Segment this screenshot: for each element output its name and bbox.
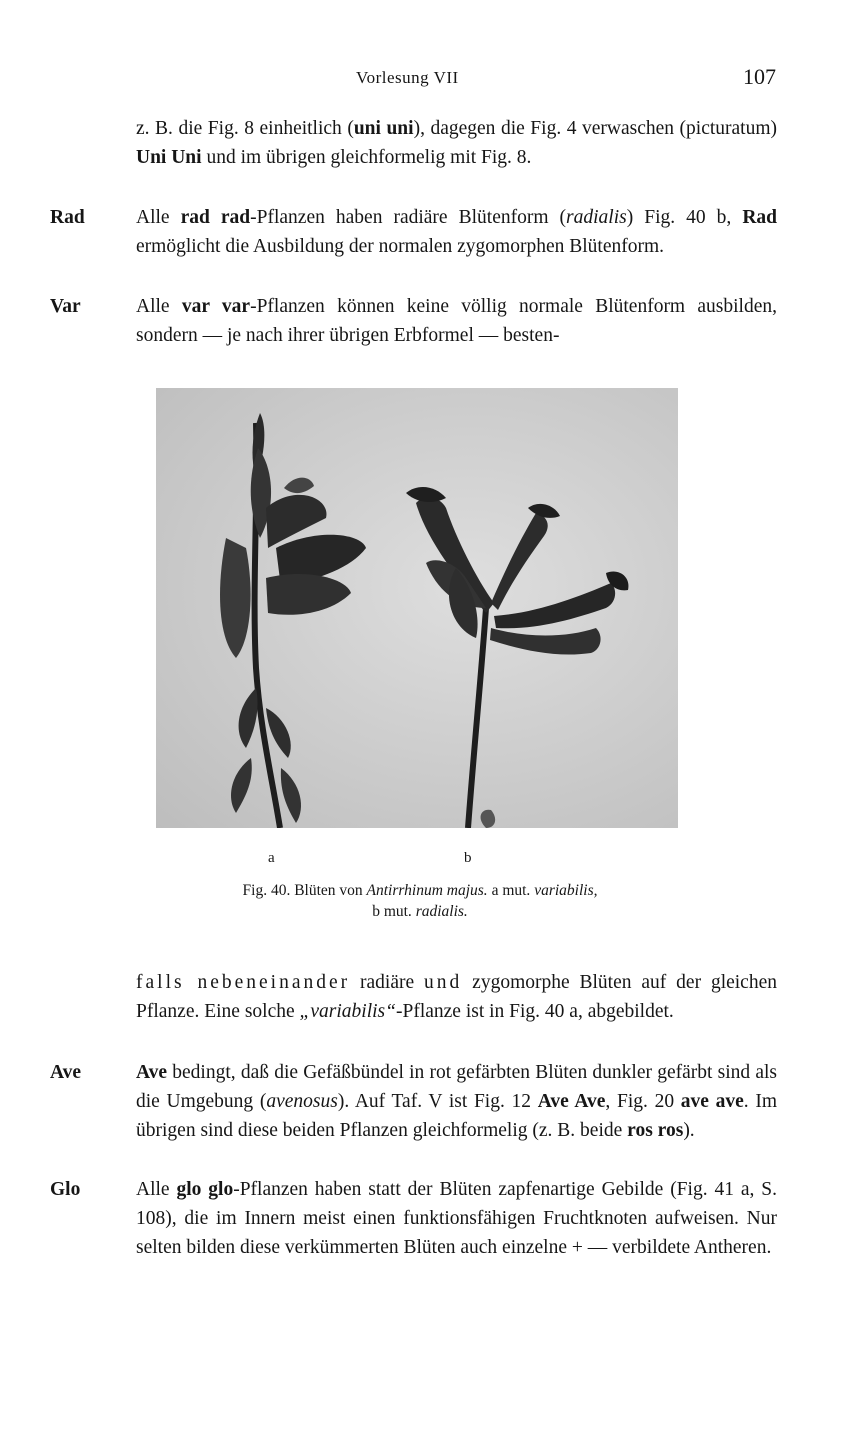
caption-mutant-b: radialis. <box>415 903 468 920</box>
antirrhinum-photo-illustration <box>156 388 678 828</box>
genotype-var-var: var var <box>181 296 251 317</box>
paragraph-uni: z. B. die Fig. 8 einheitlich (uni uni), dagegen die Fig. 4 verwaschen (picturatum) Uni Uni und im übrigen gleichformelig mit Fig. 8. <box>136 118 778 168</box>
page-header <box>130 64 780 94</box>
genotype-ave-ave: ave ave <box>680 1091 744 1112</box>
figure-label-b: b <box>464 850 472 866</box>
genotype-Uni-Uni: Uni Uni <box>136 147 202 168</box>
margin-key-var: Var <box>50 296 81 317</box>
margin-key-ave: Ave <box>50 1062 82 1083</box>
term-avenosus: avenosus <box>266 1091 338 1112</box>
genotype-Ave-Ave: Ave Ave <box>537 1091 606 1112</box>
term-variabilis: „variabilis“ <box>299 1001 396 1022</box>
paragraph-glo: Alle glo glo-Pflanzen haben statt der Blüten zapfenartige Gebilde (Fig. 41 a, S. 108), die im Innern meist einen funktionsfähigen Fruchtknoten aufweisen. Nur selten bilden diese verkümmerten Blüten auch einzelne + — verbildete Antheren. <box>136 1179 777 1258</box>
figure-caption: Fig. 40. Blüten von Antirrhinum majus. a mut. variabilis, b mut. radialis. <box>242 882 598 920</box>
figure-40-photo <box>156 388 678 828</box>
genotype-ros-ros: ros ros <box>627 1120 684 1141</box>
margin-key-rad: Rad <box>50 207 85 228</box>
paragraph-rad: Alle rad rad-Pflanzen haben radiäre Blütenform (radialis) Fig. 40 b, Rad ermöglicht die Ausbildung der normalen zygomorphen Blütenform. <box>136 207 778 257</box>
paragraph-var: Alle var var-Pflanzen können keine völlig normale Blütenform ausbilden, sondern — je nach ihrer übrigen Erbformel — besten- <box>136 296 777 346</box>
genotype-uni-uni: uni uni <box>353 118 414 139</box>
paragraph-ave: Ave bedingt, daß die Gefäßbündel in rot gefärbten Blüten dunkler gefärbt sind als die Umgebung (avenosus). Auf Taf. V ist Fig. 12 Ave Ave, Fig. 20 ave ave. Im übrigen sind diese beiden Pflanzen gleichformelig (z. B. beide ros ros). <box>136 1062 777 1141</box>
gene-Ave: Ave <box>136 1062 168 1083</box>
caption-species: Antirrhinum majus. <box>366 882 488 899</box>
genotype-rad-rad: rad rad <box>180 207 251 228</box>
gene-Rad: Rad <box>742 207 778 228</box>
margin-key-glo: Glo <box>50 1179 81 1200</box>
genotype-glo-glo: glo glo <box>176 1179 234 1200</box>
paragraph-variabilis: falls nebeneinander radiäre und zygomorphe Blüten auf der gleichen Pflanze. Eine solche „variabilis“-Pflanze ist in Fig. 40 a, abgebildet. <box>136 972 777 1022</box>
caption-mutant-a: variabilis, <box>534 882 598 899</box>
figure-label-a: a <box>268 850 275 866</box>
running-head: Vorlesung VII <box>356 68 459 87</box>
page-number: 107 <box>743 64 776 89</box>
term-radialis: radialis <box>566 207 627 228</box>
